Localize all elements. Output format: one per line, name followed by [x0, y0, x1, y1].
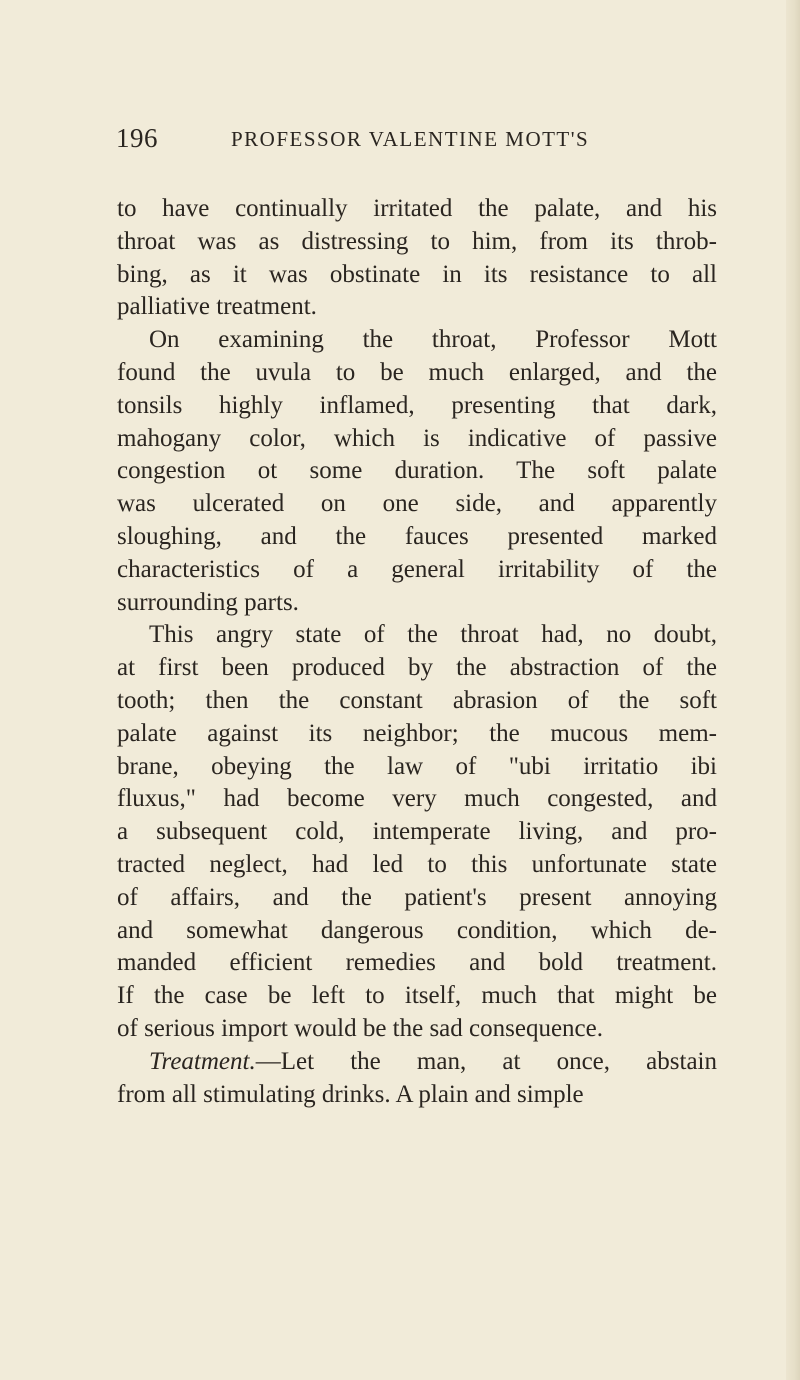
text-line: brane, obeying the law of "ubi irritatio ibi	[117, 752, 717, 780]
page-header	[116, 123, 656, 163]
page-number: 196	[116, 123, 158, 153]
text-line: found the uvula to be much enlarged, and the	[117, 358, 717, 386]
text-line: manded efficient remedies and bold treatment.	[117, 949, 717, 977]
text-line	[117, 1046, 717, 1079]
text-line: characteristics of a general irritability of the	[117, 555, 717, 583]
text-line: tonsils highly inflamed, presenting that dark,	[117, 391, 717, 419]
text-line: palate against its neighbor; the mucous mem-	[117, 719, 717, 747]
text-line: surrounding parts.	[117, 588, 299, 616]
text-line: tracted neglect, had led to this unfortunate state	[117, 850, 717, 878]
text-line: of affairs, and the patient's present annoying	[117, 883, 717, 911]
text-line: mahogany color, which is indicative of passive	[117, 424, 717, 452]
text-line: bing, as it was obstinate in its resistance to all	[117, 260, 717, 288]
text-line: congestion ot some duration. The soft palate	[117, 457, 717, 485]
text-line: This angry state of the throat had, no doubt,	[149, 621, 717, 649]
text-line: to have continually irritated the palate, and his	[117, 195, 717, 222]
text-line: and somewhat dangerous condition, which de-	[117, 916, 717, 944]
text-line: tooth; then the constant abrasion of the soft	[117, 686, 717, 714]
text-line-continuation: —Let the man, at once, abstain	[255, 1047, 717, 1075]
text-line: from all stimulating drinks. A plain and simple	[117, 1080, 584, 1108]
section-lead-italic: Treatment.	[149, 1047, 256, 1075]
running-head: PROFESSOR VALENTINE MOTT'S	[231, 127, 590, 151]
text-line: at first been produced by the abstraction of the	[117, 654, 717, 682]
text-line: If the case be left to itself, much that might be	[117, 982, 717, 1010]
text-line: was ulcerated on one side, and apparently	[117, 490, 717, 518]
text-line: On examining the throat, Professor Mott	[149, 326, 717, 354]
text-line: a subsequent cold, intemperate living, and pro-	[117, 818, 717, 846]
text-line: fluxus," had become very much congested, and	[117, 785, 717, 813]
page-edge-shadow	[786, 0, 800, 1380]
text-line: of serious import would be the sad consequence.	[117, 1014, 603, 1042]
text-line: sloughing, and the fauces presented marked	[117, 522, 717, 550]
body-text	[117, 193, 717, 1111]
text-line: throat was as distressing to him, from its throb-	[117, 227, 717, 255]
text-line: palliative treatment.	[117, 293, 317, 321]
